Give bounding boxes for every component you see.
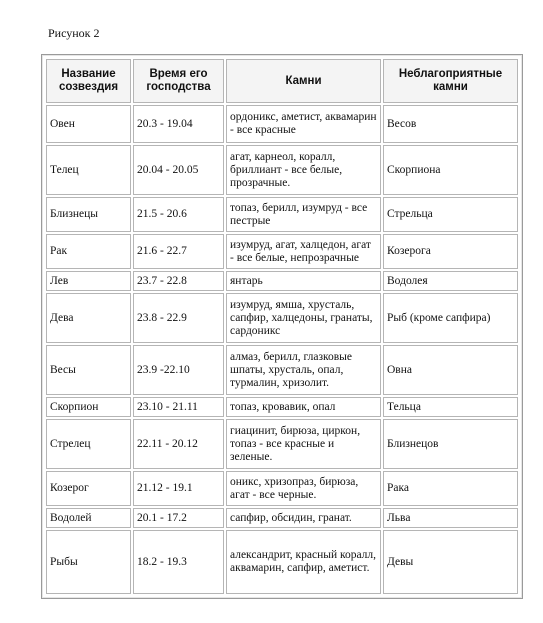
table-row <box>46 271 518 291</box>
stones-cell: агат, карнеол, коралл, бриллиант - все белые, прозрачные. <box>226 145 381 195</box>
sign-cell: Козерог <box>46 471 131 506</box>
sign-cell: Дева <box>46 293 131 343</box>
bad-stones-cell: Девы <box>383 530 518 594</box>
bad-stones-cell: Водолея <box>383 271 518 291</box>
stones-cell: янтарь <box>226 271 381 291</box>
header-sign: Название созвездия <box>46 59 131 103</box>
table-row <box>46 397 518 417</box>
header-stones: Камни <box>226 59 381 103</box>
period-cell: 20.1 - 17.2 <box>133 508 224 528</box>
zodiac-stones-table <box>44 57 520 596</box>
period-cell: 23.10 - 21.11 <box>133 397 224 417</box>
sign-cell: Близнецы <box>46 197 131 232</box>
stones-cell: александрит, красный коралл, аквамарин, сапфир, аметист. <box>226 530 381 594</box>
table-row <box>46 293 518 343</box>
table-row <box>46 419 518 469</box>
header-row <box>46 59 518 103</box>
period-cell: 20.3 - 19.04 <box>133 105 224 143</box>
sign-cell: Стрелец <box>46 419 131 469</box>
bad-stones-cell: Льва <box>383 508 518 528</box>
table-row <box>46 471 518 506</box>
bad-stones-cell: Стрельца <box>383 197 518 232</box>
table-row <box>46 345 518 395</box>
bad-stones-cell: Рыб (кроме сапфира) <box>383 293 518 343</box>
bad-stones-cell: Рака <box>383 471 518 506</box>
stones-cell: алмаз, берилл, глазковые шпаты, хрусталь, опал, турмалин, хризолит. <box>226 345 381 395</box>
stones-cell: оникс, хризопраз, бирюза, агат - все черные. <box>226 471 381 506</box>
table-row <box>46 508 518 528</box>
period-cell: 23.8 - 22.9 <box>133 293 224 343</box>
table-row <box>46 105 518 143</box>
table-row <box>46 145 518 195</box>
stones-cell: гиацинит, бирюза, циркон, топаз - все красные и зеленые. <box>226 419 381 469</box>
sign-cell: Водолей <box>46 508 131 528</box>
sign-cell: Телец <box>46 145 131 195</box>
bad-stones-cell: Весов <box>383 105 518 143</box>
stones-cell: изумруд, ямша, хрусталь, сапфир, халцедоны, гранаты, сардоникс <box>226 293 381 343</box>
period-cell: 20.04 - 20.05 <box>133 145 224 195</box>
header-bad-stones: Неблагоприятные камни <box>383 59 518 103</box>
bad-stones-cell: Козерога <box>383 234 518 269</box>
figure-caption: Рисунок 2 <box>48 26 100 40</box>
table-row <box>46 197 518 232</box>
sign-cell: Скорпион <box>46 397 131 417</box>
bad-stones-cell: Овна <box>383 345 518 395</box>
stones-cell: топаз, берилл, изумруд - все пестрые <box>226 197 381 232</box>
stones-cell: изумруд, агат, халцедон, агат - все белые, непрозрачные <box>226 234 381 269</box>
bad-stones-cell: Близнецов <box>383 419 518 469</box>
period-cell: 22.11 - 20.12 <box>133 419 224 469</box>
table-row <box>46 234 518 269</box>
period-cell: 21.12 - 19.1 <box>133 471 224 506</box>
stones-cell: топаз, кровавик, опал <box>226 397 381 417</box>
sign-cell: Лев <box>46 271 131 291</box>
bad-stones-cell: Скорпиона <box>383 145 518 195</box>
sign-cell: Рак <box>46 234 131 269</box>
header-period: Время его господства <box>133 59 224 103</box>
sign-cell: Овен <box>46 105 131 143</box>
period-cell: 23.7 - 22.8 <box>133 271 224 291</box>
table-row <box>46 530 518 594</box>
bad-stones-cell: Тельца <box>383 397 518 417</box>
period-cell: 21.5 - 20.6 <box>133 197 224 232</box>
sign-cell: Рыбы <box>46 530 131 594</box>
stones-cell: сапфир, обсидин, гранат. <box>226 508 381 528</box>
period-cell: 23.9 -22.10 <box>133 345 224 395</box>
period-cell: 18.2 - 19.3 <box>133 530 224 594</box>
stones-cell: ордоникс, аметист, аквамарин - все красные <box>226 105 381 143</box>
period-cell: 21.6 - 22.7 <box>133 234 224 269</box>
zodiac-stones-table-frame <box>41 54 523 599</box>
sign-cell: Весы <box>46 345 131 395</box>
